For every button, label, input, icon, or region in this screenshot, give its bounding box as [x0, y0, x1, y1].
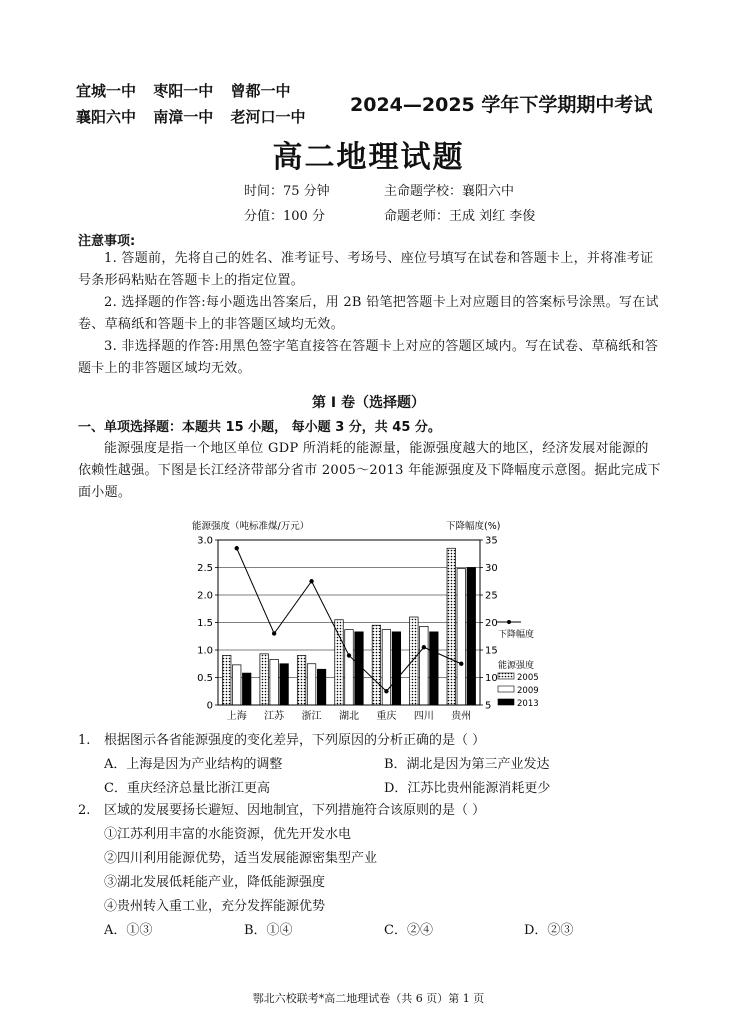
- y2-tick-label: 15: [485, 645, 498, 657]
- y-tick-label: 1.5: [197, 618, 213, 629]
- bar-2013: [280, 664, 289, 705]
- y-tick-label: 2.5: [197, 563, 213, 574]
- y-tick-label: 1.0: [197, 645, 213, 657]
- legend-bar-title: 能源强度: [498, 661, 535, 671]
- bar-2005: [447, 548, 456, 705]
- statement-item: ①江苏利用丰富的水能资源，优先开发水电: [104, 827, 352, 842]
- y2-ticks: [480, 536, 498, 712]
- question-text: 根据图示各省能源强度的变化差异，下列原因的分析正确的是（ ）: [104, 733, 486, 748]
- x-category-label: 上海: [226, 711, 247, 722]
- decline-point: [235, 546, 239, 550]
- bar-2005: [222, 656, 231, 706]
- notice-heading: 注意事项:: [78, 234, 136, 249]
- legend-label-2009: 2009: [517, 686, 539, 696]
- decline-point: [384, 689, 388, 693]
- legend-line-marker: [507, 620, 511, 624]
- school-name: 宜城一中: [76, 82, 137, 100]
- option-c[interactable]: C．②④: [384, 923, 433, 938]
- y-tick-label: 0.5: [197, 673, 213, 684]
- legend-line-label: 下降幅度: [498, 630, 535, 640]
- part-heading: 一、单项选择题：本题共 15 小题， 每小题 3 分，共 45 分。: [78, 420, 441, 435]
- bar-2013: [317, 669, 326, 705]
- statement-item: ③湖北发展低耗能产业，降低能源强度: [104, 875, 326, 890]
- question-2: [78, 800, 678, 945]
- notice-item: 1. 答题前，先将自己的姓名、准考证号、考场号、座位号填写在试卷和答题卡上，并将准考证号条形码粘贴在答题卡上的指定位置。: [78, 251, 654, 288]
- option-a[interactable]: A．①③: [104, 923, 153, 938]
- option-b[interactable]: B．①④: [244, 923, 293, 938]
- exam-name: 2024—2025 学年下学期期中考试: [350, 94, 653, 116]
- energy-intensity-chart: [188, 515, 558, 725]
- bar-2009: [270, 659, 279, 705]
- question-1: [78, 730, 678, 796]
- intro-text: 能源强度是指一个地区单位 GDP 所消耗的能源量，能源强度越大的地区，经济发展对能源的依赖性越强。下图是长江经济带部分省市 2005～2013 年能源强度及下降幅度示意图。据此完成下面小题。: [78, 441, 661, 500]
- page-title: 高二地理试题: [272, 140, 465, 175]
- host-school: 主命题学校：襄阳六中: [384, 184, 515, 199]
- y-tick-label: 0: [206, 700, 213, 712]
- x-category-label: 江苏: [264, 711, 285, 722]
- bar-2009: [420, 626, 429, 705]
- y2-tick-label: 5: [485, 700, 492, 712]
- x-categories: [227, 709, 472, 722]
- bar-2009: [307, 664, 316, 705]
- y2-tick-label: 10: [485, 673, 498, 684]
- y2-tick-label: 20: [485, 618, 498, 629]
- bar-2005: [260, 654, 269, 705]
- bar-2013: [392, 632, 401, 705]
- decline-point: [309, 579, 313, 583]
- y-tick-label: 3.0: [197, 535, 213, 547]
- school-row-2: [76, 104, 318, 130]
- notice-item: 2. 选择题的作答:每小题选出答案后，用 2B 铅笔把答题卡上对应题目的答案标号涂黑。写在试卷、草稿纸和答题卡上的非答题区域均无效。: [78, 295, 659, 332]
- exam-time: 时间：75 分钟: [244, 184, 330, 199]
- legend-label-2013: 2013: [517, 699, 539, 709]
- exam-score: 分值：100 分: [244, 209, 325, 224]
- bar-2009: [457, 569, 466, 705]
- legend-swatch-2009: [498, 686, 514, 692]
- school-row-1: [76, 78, 318, 104]
- notice-list: [78, 248, 662, 380]
- material-intro: [78, 438, 662, 504]
- y2-tick-label: 25: [485, 590, 498, 602]
- section-title: 第 I 卷（选择题）: [312, 395, 425, 411]
- x-category-label: 四川: [413, 711, 434, 722]
- bar-2013: [467, 568, 476, 706]
- y2-tick-label: 30: [485, 563, 498, 574]
- school-name: 老河口一中: [230, 108, 306, 126]
- legend-swatch-2013: [498, 699, 514, 705]
- bar-2009: [345, 630, 354, 705]
- decline-point: [272, 631, 276, 635]
- decline-point: [347, 653, 351, 657]
- option-b[interactable]: B．湖北是因为第三产业发达: [384, 757, 550, 772]
- question-number: 1.: [78, 733, 91, 748]
- x-category-label: 浙江: [301, 711, 322, 722]
- bar-2005: [335, 620, 344, 705]
- x-category-label: 贵州: [451, 711, 472, 722]
- bar-2005: [297, 656, 306, 706]
- bar-2009: [382, 630, 391, 705]
- bar-2009: [232, 665, 241, 705]
- school-name: 枣阳一中: [153, 82, 214, 100]
- statement-item: ④贵州转入重工业，充分发挥能源优势: [104, 899, 326, 914]
- bars: [222, 548, 475, 705]
- option-d[interactable]: D．江苏比贵州能源消耗更少: [384, 781, 551, 796]
- option-a[interactable]: A．上海是因为产业结构的调整: [104, 757, 283, 772]
- legend-swatch-2005: [498, 673, 514, 679]
- y2-axis-label: 下降幅度(%): [446, 521, 501, 532]
- y-ticks: [197, 536, 218, 712]
- question-text: 区域的发展要扬长避短、因地制宜，下列措施符合该原则的是（ ）: [104, 803, 486, 818]
- teachers: 命题老师：王成 刘红 李俊: [384, 209, 536, 224]
- legend-label-2005: 2005: [517, 673, 539, 683]
- decline-point: [459, 662, 463, 666]
- question-number: 2.: [78, 803, 91, 818]
- notice-item: 3. 非选择题的作答:用黑色签字笔直接答在答题卡上对应的答题区域内。写在试卷、草稿纸和答题卡上的非答题区域均无效。: [78, 339, 659, 376]
- option-c[interactable]: C．重庆经济总量比浙江更高: [104, 781, 270, 796]
- school-name: 曾都一中: [230, 82, 291, 100]
- y-axis-label: 能源强度（吨标准煤/万元）: [192, 521, 310, 532]
- school-list: [76, 78, 318, 130]
- bar-2005: [372, 625, 381, 705]
- x-category-label: 重庆: [376, 711, 397, 722]
- school-name: 襄阳六中: [76, 108, 137, 126]
- page-footer: 鄂北六校联考*高二地理试卷（共 6 页）第 1 页: [252, 992, 485, 1005]
- y-tick-label: 2.0: [197, 590, 213, 602]
- y2-tick-label: 35: [485, 535, 498, 547]
- decline-point: [422, 645, 426, 649]
- bar-2005: [410, 617, 419, 705]
- statement-item: ②四川利用能源优势，适当发展能源密集型产业: [104, 851, 378, 866]
- school-name: 南漳一中: [153, 108, 214, 126]
- x-category-label: 湖北: [339, 711, 359, 722]
- option-d[interactable]: D．②③: [524, 923, 574, 938]
- bar-2013: [242, 673, 251, 705]
- bar-2013: [430, 632, 439, 705]
